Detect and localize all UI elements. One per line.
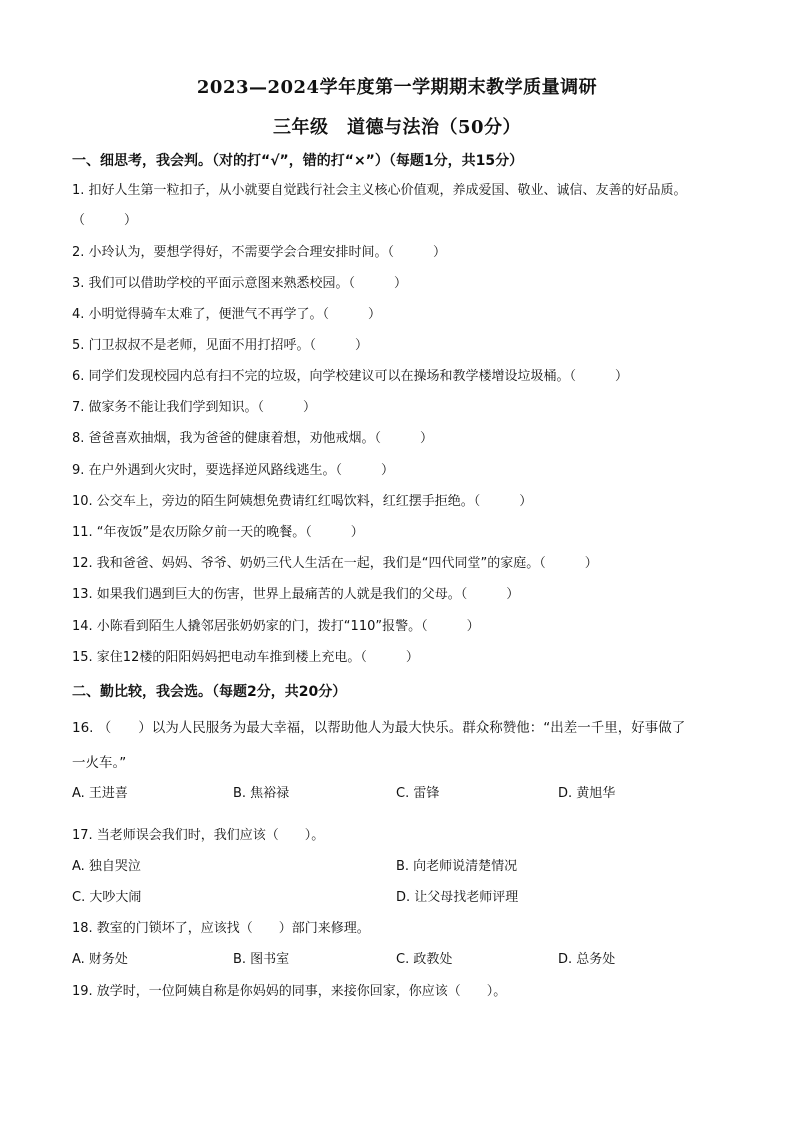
q18-option-b: B. 图书室 — [233, 952, 290, 967]
question-9: 9. 在户外遇到火灾时，要选择逆风路线逃生。（ ） — [72, 463, 395, 478]
question-14: 14. 小陈看到陌生人撬邻居张奶奶家的门，拨打“110”报警。（ ） — [72, 619, 480, 634]
question-18: 18. 教室的门锁坏了，应该找（ ）部门来修理。 — [72, 921, 370, 936]
question-11: 11. “年夜饭”是农历除夕前一天的晚餐。（ ） — [72, 525, 364, 540]
question-17: 17. 当老师误会我们时，我们应该（ ）。 — [72, 828, 325, 843]
q18-option-d: D. 总务处 — [558, 952, 616, 967]
q18-option-c: C. 政教处 — [396, 952, 453, 967]
q16-option-d: D. 黄旭华 — [558, 786, 616, 801]
exam-subtitle: 三年级 道德与法治（50分） — [272, 117, 522, 138]
question-16-line-2: 一火车。” — [72, 755, 127, 771]
q16-option-b: B. 焦裕禄 — [233, 786, 290, 801]
question-7: 7. 做家务不能让我们学到知识。（ ） — [72, 400, 317, 415]
q18-option-a: A. 财务处 — [72, 952, 128, 967]
section-1-heading: 一、细思考，我会判。（对的打“√”，错的打“×”）（每题1分，共15分） — [72, 153, 524, 169]
question-10: 10. 公交车上，旁边的陌生阿姨想免费请红红喝饮料，红红摆手拒绝。（ ） — [72, 494, 533, 509]
q17-option-c: C. 大吵大闹 — [72, 890, 142, 905]
q17-option-d: D. 让父母找老师评理 — [396, 890, 519, 905]
question-3: 3. 我们可以借助学校的平面示意图来熟悉校园。（ ） — [72, 276, 408, 291]
q17-option-b: B. 向老师说清楚情况 — [396, 859, 518, 874]
section-2-heading: 二、勤比较，我会选。（每题2分，共20分） — [72, 684, 347, 700]
question-12: 12. 我和爸爸、妈妈、爷爷、奶奶三代人生活在一起，我们是“四代同堂”的家庭。（ ） — [72, 556, 598, 571]
question-6: 6. 同学们发现校园内总有扫不完的垃圾，向学校建议可以在操场和教学楼增设垃圾桶。（ ） — [72, 369, 629, 384]
question-1-line-1: 1. 扣好人生第一粒扣子，从小就要自觉践行社会主义核心价值观，养成爱国、敬业、诚信、友善的好品质。 — [72, 183, 687, 198]
question-4: 4. 小明觉得骑车太难了，便泄气不再学了。（ ） — [72, 307, 382, 322]
question-16-line-1: 16. （ ）以为人民服务为最大幸福，以帮助他人为最大快乐。群众称赞他：“出差一千里，好事做了 — [72, 720, 686, 736]
exam-title: 2023—2024学年度第一学期期末教学质量调研 — [196, 77, 598, 98]
q17-option-a: A. 独自哭泣 — [72, 859, 141, 874]
q16-option-a: A. 王进喜 — [72, 786, 128, 801]
question-8: 8. 爸爸喜欢抽烟，我为爸爸的健康着想，劝他戒烟。（ ） — [72, 431, 434, 446]
question-15: 15. 家住12楼的阳阳妈妈把电动车推到楼上充电。（ ） — [72, 650, 419, 665]
question-1-line-2: （ ） — [72, 213, 138, 228]
question-19: 19. 放学时，一位阿姨自称是你妈妈的同事，来接你回家，你应该（ ）。 — [72, 984, 507, 999]
question-2: 2. 小玲认为，要想学得好，不需要学会合理安排时间。（ ） — [72, 245, 447, 260]
question-5: 5. 门卫叔叔不是老师，见面不用打招呼。（ ） — [72, 338, 369, 353]
question-13: 13. 如果我们遇到巨大的伤害，世界上最痛苦的人就是我们的父母。（ ） — [72, 587, 520, 602]
q16-option-c: C. 雷锋 — [396, 786, 440, 801]
